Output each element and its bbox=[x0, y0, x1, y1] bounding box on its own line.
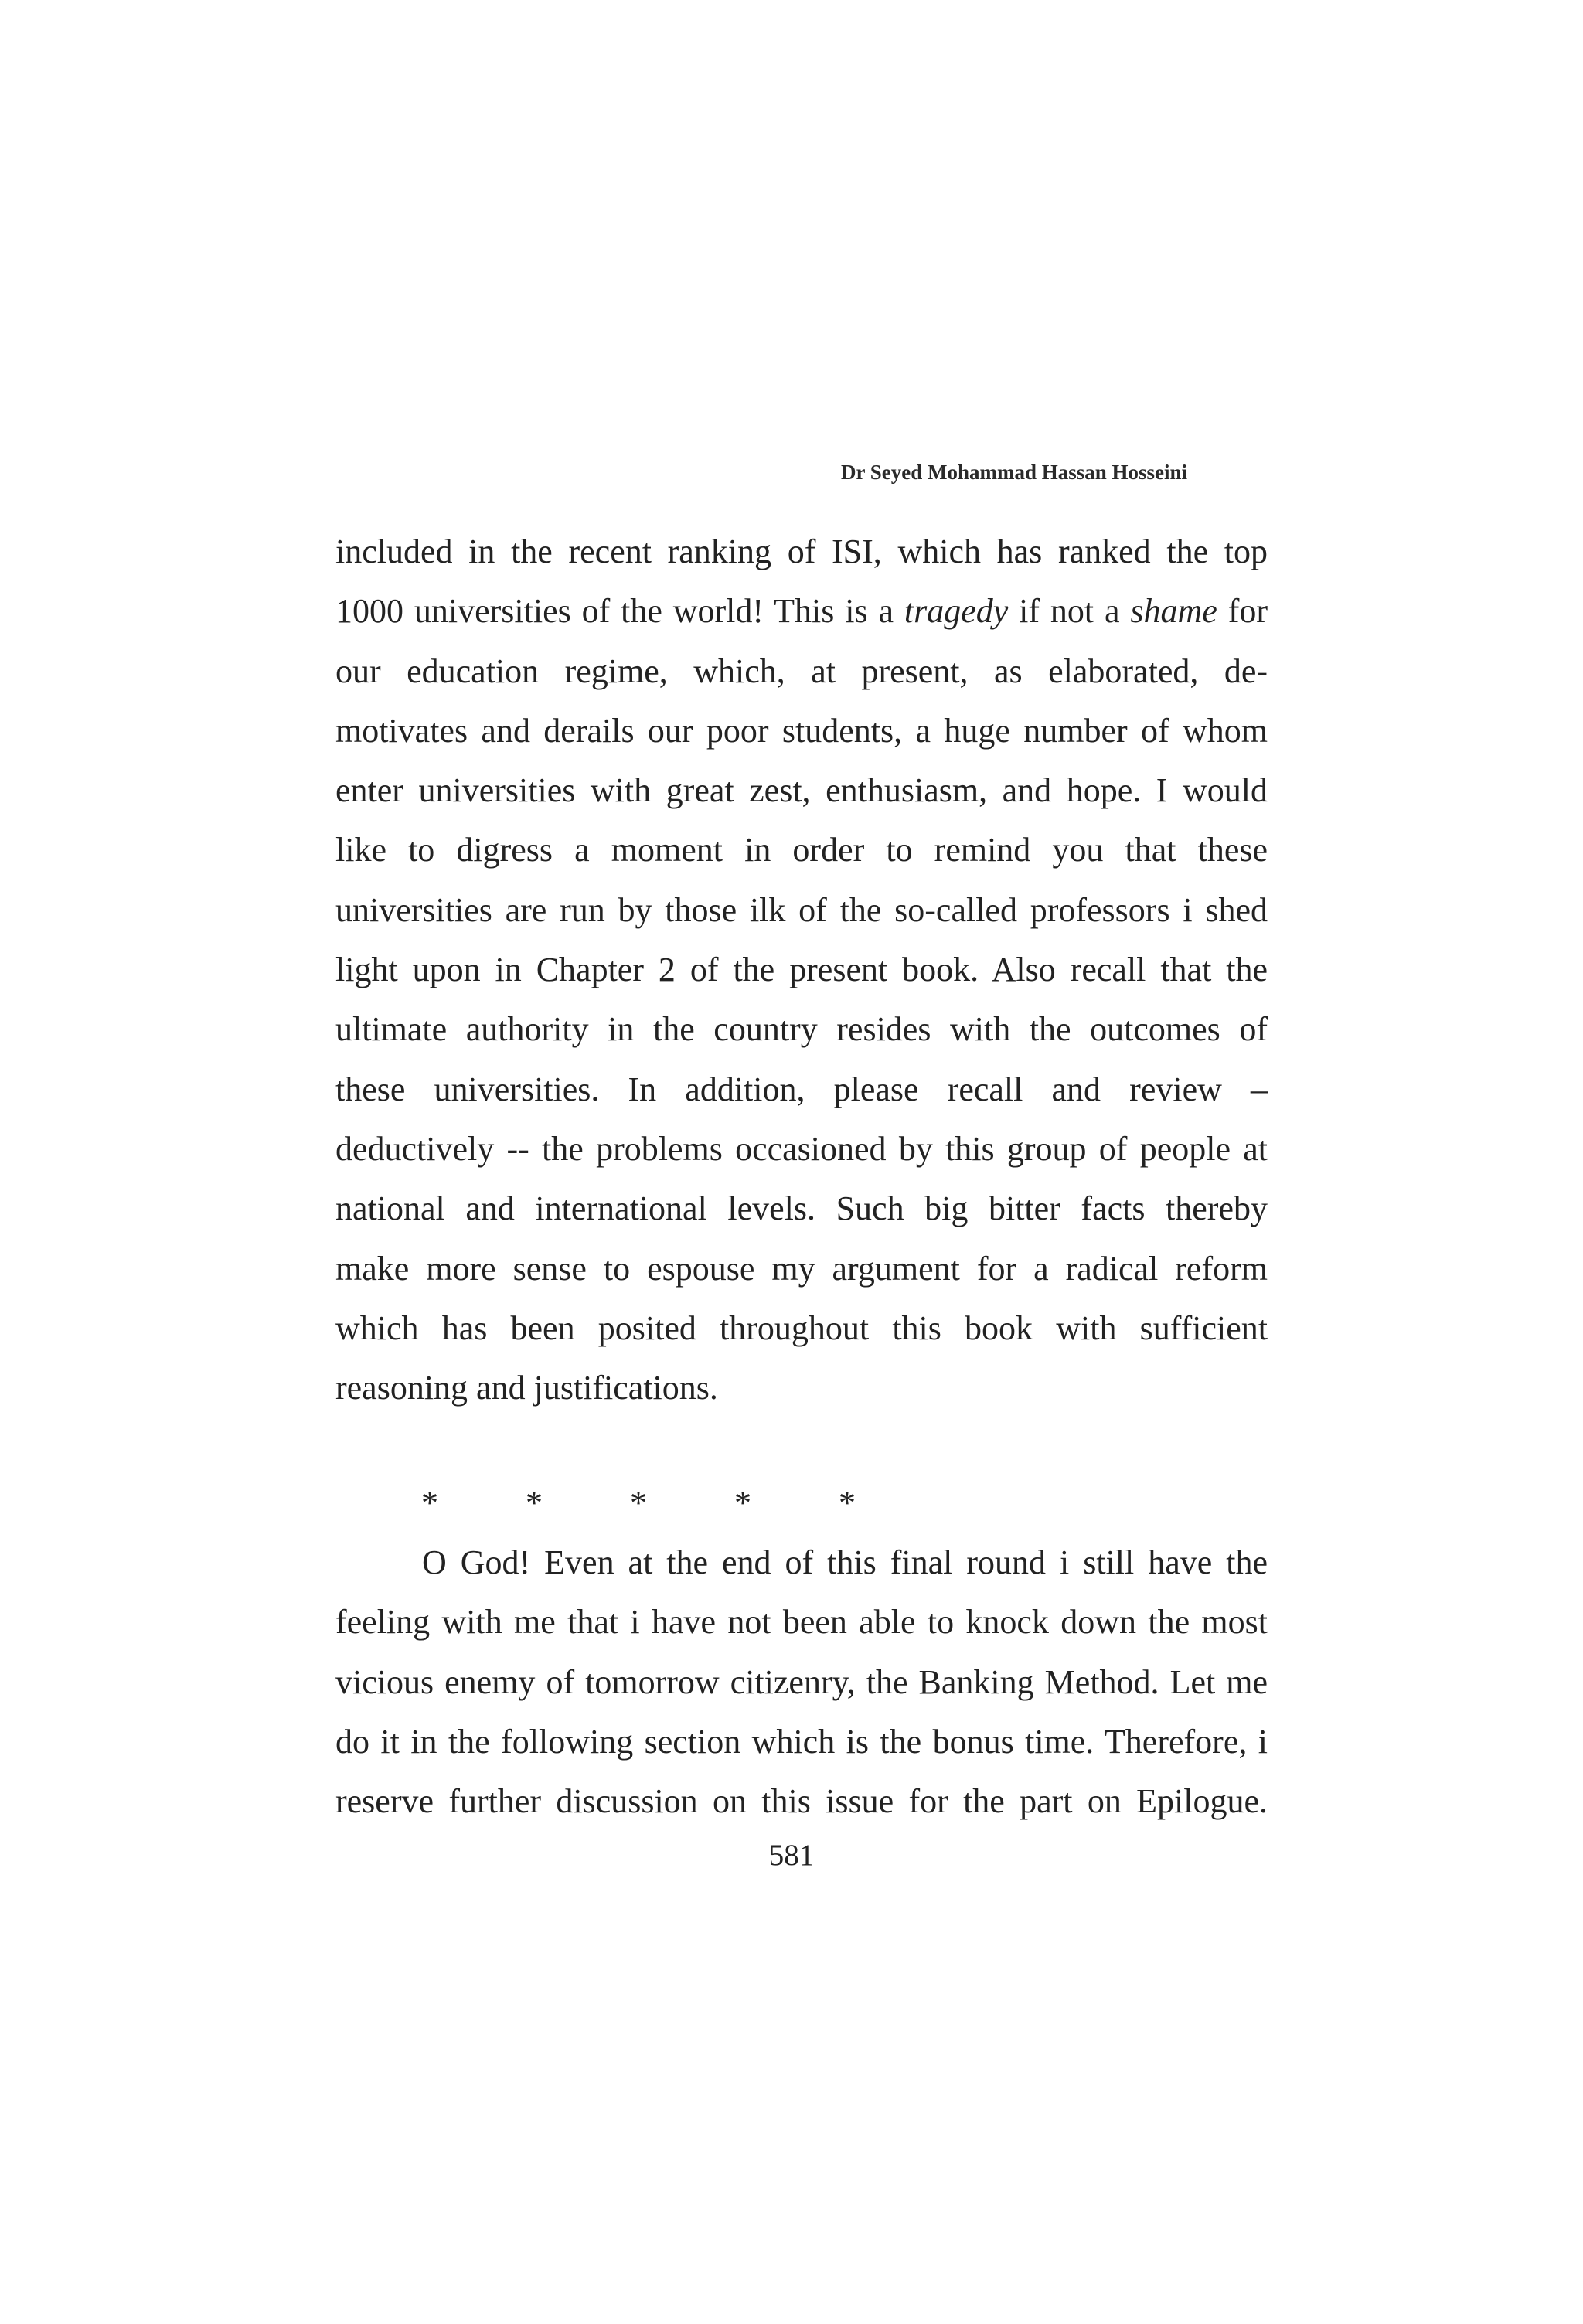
text-line: enter universities with great zest, enthusiasm, and hope. I would bbox=[335, 771, 1268, 810]
text-line: these universities. In addition, please recall and review – bbox=[335, 1070, 1268, 1108]
text-line: deductively -- the problems occasioned by this group of people at bbox=[335, 1129, 1268, 1168]
text-line: universities are run by those ilk of the so-called professors i shed bbox=[335, 890, 1268, 929]
text-line: national and international levels. Such big bitter facts thereby bbox=[335, 1189, 1268, 1228]
text-line: make more sense to espouse my argument for a radical reform bbox=[335, 1249, 1268, 1288]
text-line: included in the recent ranking of ISI, which has ranked the top bbox=[335, 533, 1268, 570]
text-line: O God! Even at the end of this final round i still have the bbox=[422, 1543, 1268, 1581]
section-separator bbox=[421, 1480, 943, 1526]
text-line: do it in the following section which is the bonus time. Therefore, i bbox=[335, 1722, 1268, 1761]
asterisk-mark: * bbox=[526, 1484, 543, 1522]
text-line: 1000 universities of the world! This is a tragedy if not a shame for bbox=[335, 592, 1268, 631]
text-line: motivates and derails our poor students, a huge number of whom bbox=[335, 711, 1268, 750]
text-line: light upon in Chapter 2 of the present book. Also recall that the bbox=[335, 951, 1268, 989]
body-paragraph-2 bbox=[335, 1533, 1268, 1831]
emphasis-shame: shame bbox=[1130, 592, 1217, 631]
text-line: which has been posited throughout this book with sufficient bbox=[335, 1308, 1268, 1347]
body-paragraph-1 bbox=[335, 522, 1268, 1417]
text-line: reserve further discussion on this issue for the part on Epilogue. bbox=[335, 1782, 1268, 1821]
asterisk-mark: * bbox=[421, 1484, 438, 1522]
text-line: feeling with me that i have not been able to knock down the most bbox=[335, 1603, 1268, 1642]
emphasis-tragedy: tragedy bbox=[904, 592, 1009, 631]
text-line: like to digress a moment in order to remind you that these bbox=[335, 831, 1268, 869]
running-head-author: Dr Seyed Mohammad Hassan Hosseini bbox=[841, 461, 1188, 484]
text-line: vicious enemy of tomorrow citizenry, the Banking Method. Let me bbox=[335, 1662, 1268, 1701]
text-line: reasoning and justifications. bbox=[335, 1369, 718, 1407]
text-line: ultimate authority in the country resides with the outcomes of bbox=[335, 1010, 1268, 1049]
asterisk-mark: * bbox=[839, 1484, 856, 1522]
asterisk-mark: * bbox=[734, 1484, 751, 1522]
text-line: our education regime, which, at present, as elaborated, de- bbox=[335, 652, 1268, 690]
asterisk-mark: * bbox=[630, 1484, 647, 1522]
page-number: 581 bbox=[768, 1839, 815, 1872]
